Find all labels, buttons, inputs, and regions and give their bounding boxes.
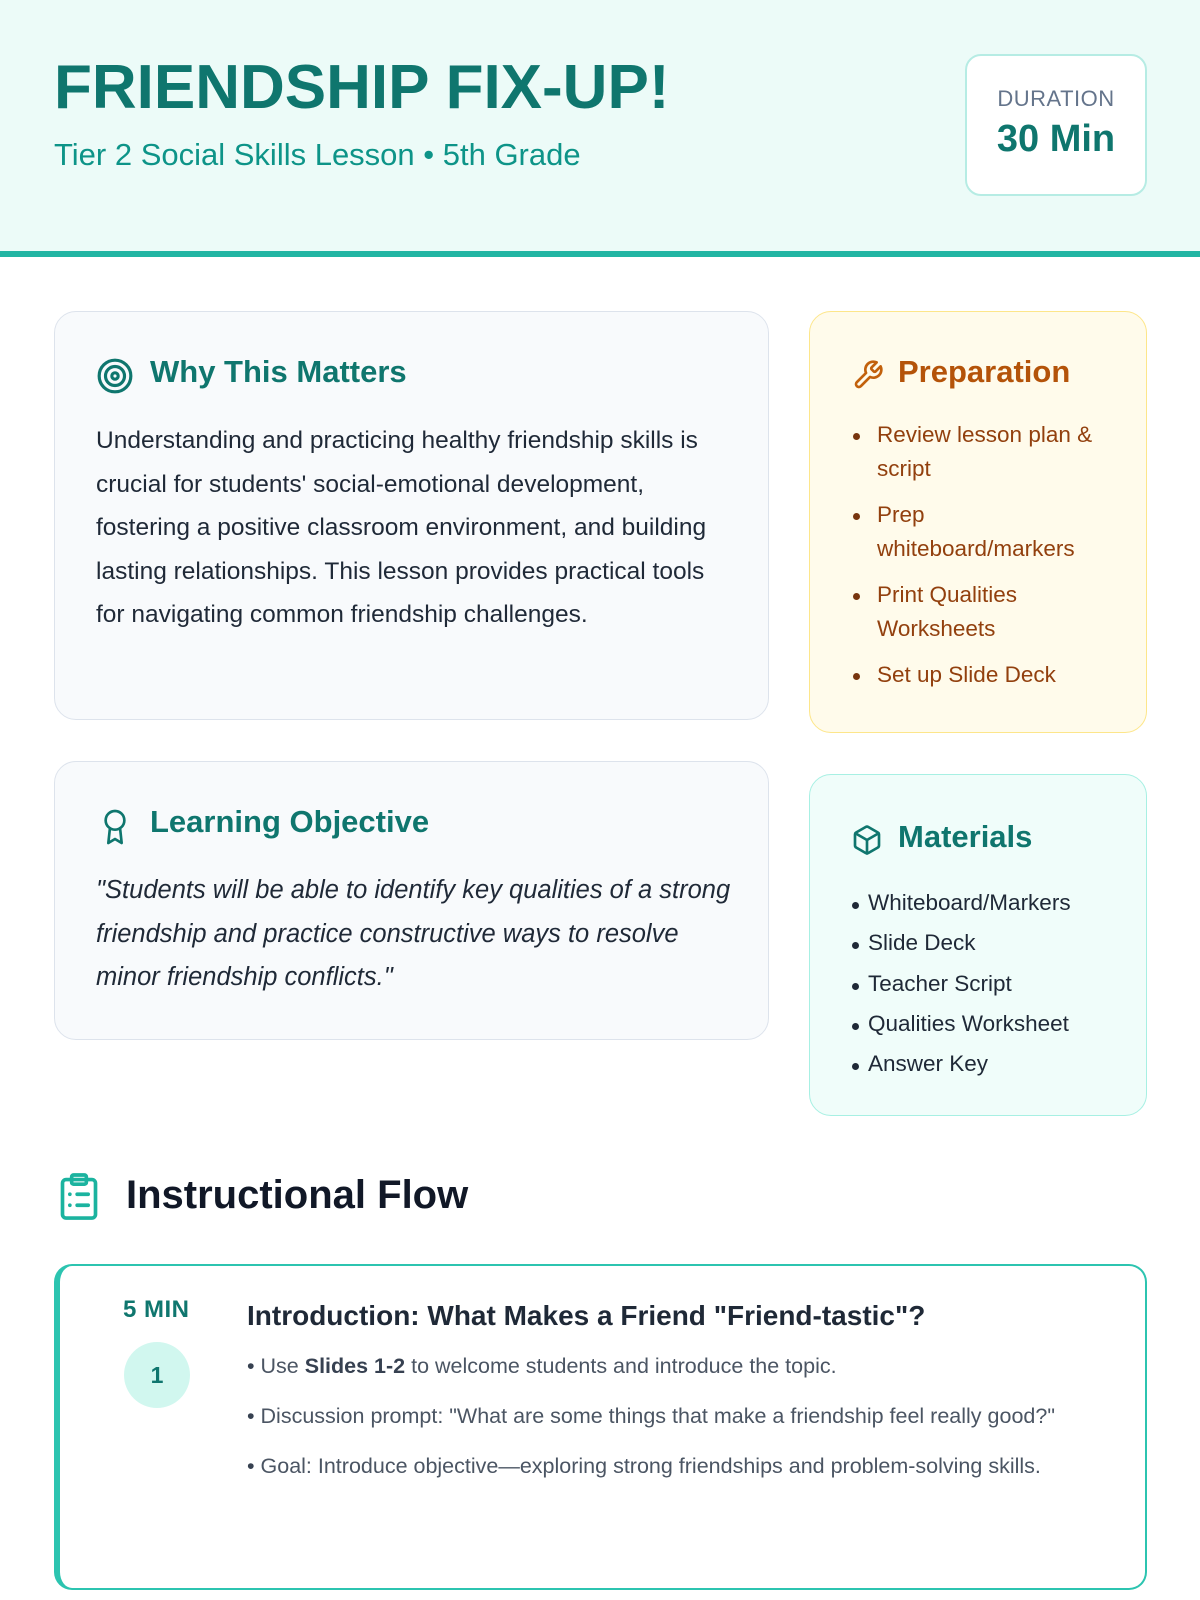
box-icon (851, 824, 883, 861)
flow-step (54, 1264, 1147, 1590)
target-icon (96, 357, 134, 400)
objective-text: "Students will be able to identify key qualities of a strong friendship and practice constructive ways to resolve minor friendship conflicts." (96, 876, 731, 991)
step-bullet-bold: Slides 1-2 (304, 1354, 406, 1378)
list-item: Set up Slide Deck (850, 658, 1115, 692)
step-bullet-text: to welcome students and introduce the topic. (405, 1354, 837, 1378)
objective-title: Learning Objective (150, 804, 430, 839)
why-text: Understanding and practicing healthy friendship skills is crucial for students' social-emotional development, fostering a positive classroom environment, and building lasting relationships. This lesson provides practical tools for navigating common friendship challenges. (96, 427, 707, 628)
step-bullet-text: Use (260, 1354, 305, 1378)
materials-card (809, 774, 1147, 1116)
list-item: Qualities Worksheet (851, 1004, 1121, 1044)
materials-list (851, 883, 1121, 1084)
preparation-list (850, 418, 1115, 705)
list-item: Answer Key (851, 1044, 1121, 1084)
list-item: Whiteboard/Markers (851, 883, 1121, 923)
lesson-header (0, 0, 1200, 257)
preparation-card (809, 311, 1147, 733)
preparation-title: Preparation (898, 354, 1071, 389)
wrench-icon (852, 359, 884, 396)
learning-objective-card (54, 761, 769, 1040)
list-item: Prep whiteboard/markers (850, 498, 1115, 565)
materials-title: Materials (898, 819, 1033, 854)
list-item: Print Qualities Worksheets (850, 578, 1115, 645)
step-bullet-text: Goal: Introduce objective—exploring strong friendships and problem-solving skills. (260, 1454, 1041, 1478)
step-bullet: • Goal: Introduce objective—exploring strong friendships and problem-solving skills. (247, 1454, 1041, 1478)
duration-value: 30 Min (996, 118, 1116, 160)
award-icon (99, 808, 131, 851)
list-item: Slide Deck (851, 923, 1121, 963)
step-bullet-text: Discussion prompt: "What are some things that make a friendship feel really good?" (260, 1404, 1055, 1428)
list-item: Teacher Script (851, 964, 1121, 1004)
list-item: Review lesson plan & script (850, 418, 1115, 485)
why-title: Why This Matters (150, 354, 407, 389)
step-bullet-list (247, 1347, 1087, 1497)
lesson-title: FRIENDSHIP FIX-UP! (54, 53, 670, 122)
lesson-subtitle: Tier 2 Social Skills Lesson • 5th Grade (54, 137, 581, 172)
why-this-matters-card (54, 311, 769, 720)
step-number-badge: 1 (124, 1342, 190, 1408)
step-bullet: • Discussion prompt: "What are some things that make a friendship feel really good?" (247, 1404, 1055, 1428)
step-bullet: • Use Slides 1-2 to welcome students and introduce the topic. (247, 1354, 837, 1378)
instructional-flow-title: Instructional Flow (126, 1173, 469, 1217)
duration-badge (965, 54, 1147, 196)
step-time: 5 MIN (123, 1296, 190, 1323)
clipboard-list-icon (57, 1172, 101, 1227)
duration-label: DURATION (997, 86, 1115, 111)
step-title: Introduction: What Makes a Friend "Friend-tastic"? (247, 1300, 926, 1331)
